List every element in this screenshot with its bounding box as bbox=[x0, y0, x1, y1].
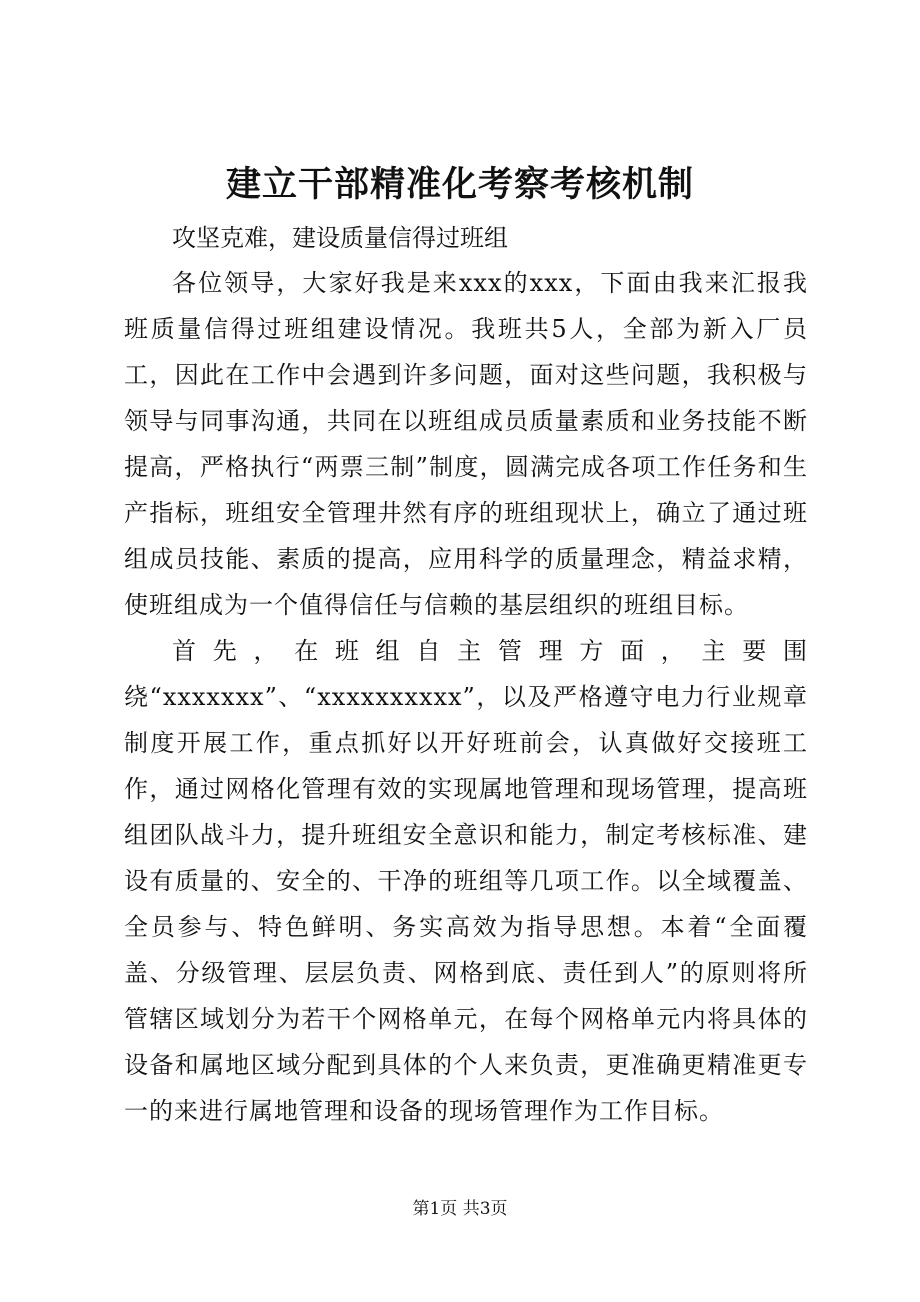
paragraph-introduction: 各位领导，大家好我是来xxx的xxx，下面由我来汇报我班质量信得过班组建设情况。我班共5人，全部为新入厂员工，因此在工作中会遇到许多问题，面对这些问题，我积极与领导与同事沟通，共同在以班组成员质量素质和业务技能不断提高，严格执行“两票三制”制度，圆满完成各项工作任务和生产指标，班组安全管理井然有序的班组现状上，确立了通过班组成员技能、素质的提高，应用科学的质量理念，精益求精，使班组成为一个值得信任与信赖的基层组织的班组目标。 bbox=[124, 269, 808, 619]
page-number-footer: 第1页 共3页 bbox=[412, 1199, 508, 1219]
document-subtitle: 攻坚克难，建设质量信得过班组 bbox=[172, 224, 508, 252]
paragraph-self-management: 首先，在班组自主管理方面，主要围绕“xxxxxxx”、“xxxxxxxxxx”，以及严格遵守电力行业规章制度开展工作，重点抓好以开好班前会，认真做好交接班工作，通过网格化管理有效的实现属地管理和现场管理，提高班组团队战斗力，提升班组安全意识和能力，制定考核标准、建设有质量的、安全的、干净的班组等几项工作。以全域覆盖、全员参与、特色鲜明、务实高效为指导思想。本着“全面覆盖、分级管理、层层负责、网格到底、责任到人”的原则将所管辖区域划分为若干个网格单元，在每个网格单元内将具体的设备和属地区域分配到具体的个人来负责，更准确更精准更专一的来进行属地管理和设备的现场管理作为工作目标。 bbox=[124, 637, 808, 1125]
document-title: 建立干部精准化考察考核机制 bbox=[225, 164, 694, 205]
